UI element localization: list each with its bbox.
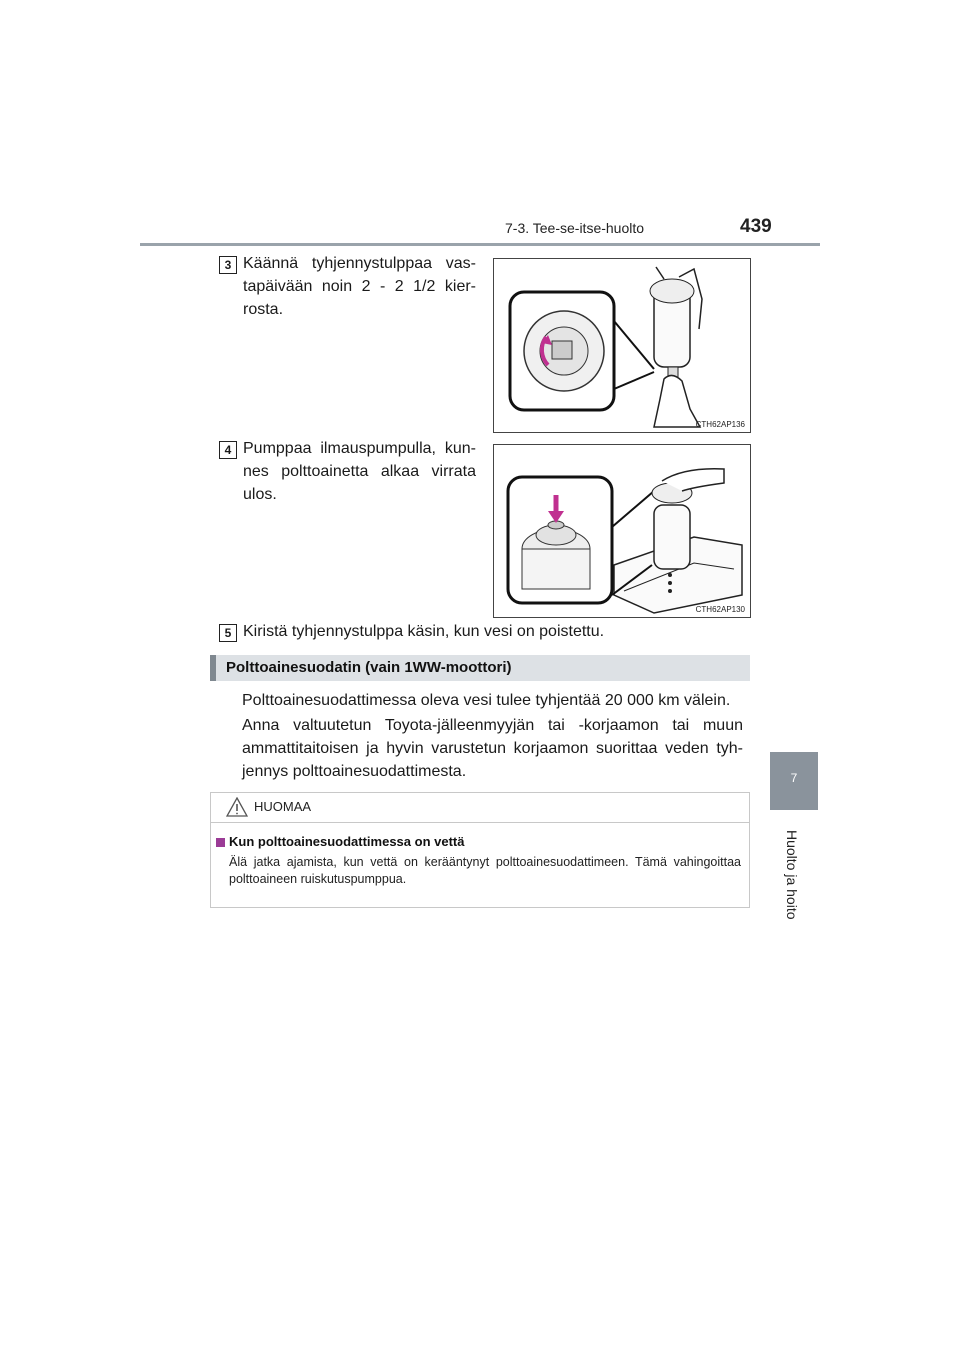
drain-plug-illustration [494,259,750,432]
step-4-text: Pumppaa ilmauspumpulla, kun-nes polttoainetta alkaa virrata ulos. [243,440,476,503]
section-paragraph-2: Anna valtuutetun Toyota-jälleenmyyjän tai -korjaamon tai muun ammattitaitoisen ja hyvin varustetun korjaamon suorittaa veden tyh-jennys polttoainesuodattimesta. [242,717,743,780]
chapter-side-label [752,830,832,950]
section-title: Polttoainesuodatin (vain 1WW-moottori) [226,659,512,676]
chapter-number: 7 [790,771,798,785]
step-5-number: 5 [219,624,237,642]
step-3-number: 3 [219,256,237,274]
section-paragraph-1: Polttoainesuodattimessa oleva vesi tulee tyhjentää 20 000 km välein. [242,692,731,709]
notice-header [211,793,749,823]
figure-drain-plug [493,258,751,433]
notice-bullet-icon [216,838,225,847]
page-number: 439 [740,216,772,237]
notice-label: HUOMAA [254,799,312,814]
section-heading [210,655,750,681]
header-section-title: 7-3. Tee-se-itse-huolto [505,220,645,236]
figure-code: CTH62AP136 [695,420,745,429]
chapter-tab [770,752,818,810]
header-divider [140,243,820,246]
priming-pump-illustration [494,445,750,617]
step-3-text: Käännä tyhjennystulppaa vas-tapäivään noin 2 - 2 1/2 kier-rosta. [243,255,476,318]
figure-priming-pump [493,444,751,618]
step-5-text: Kiristä tyhjennystulppa käsin, kun vesi on poistettu. [243,623,605,640]
notice-text: Älä jatka ajamista, kun vettä on kerääntynyt polttoainesuodattimeen. Tämä vahingoittaa polttoaineen ruiskutuspumppua. [229,855,741,886]
step-4-number: 4 [219,441,237,459]
figure-code: CTH62AP130 [695,605,745,614]
notice-subheading: Kun polttoainesuodattimessa on vettä [229,834,465,849]
chapter-title: Huolto ja hoito [784,830,800,920]
notice-box [210,792,750,908]
warning-triangle-icon [226,797,248,817]
